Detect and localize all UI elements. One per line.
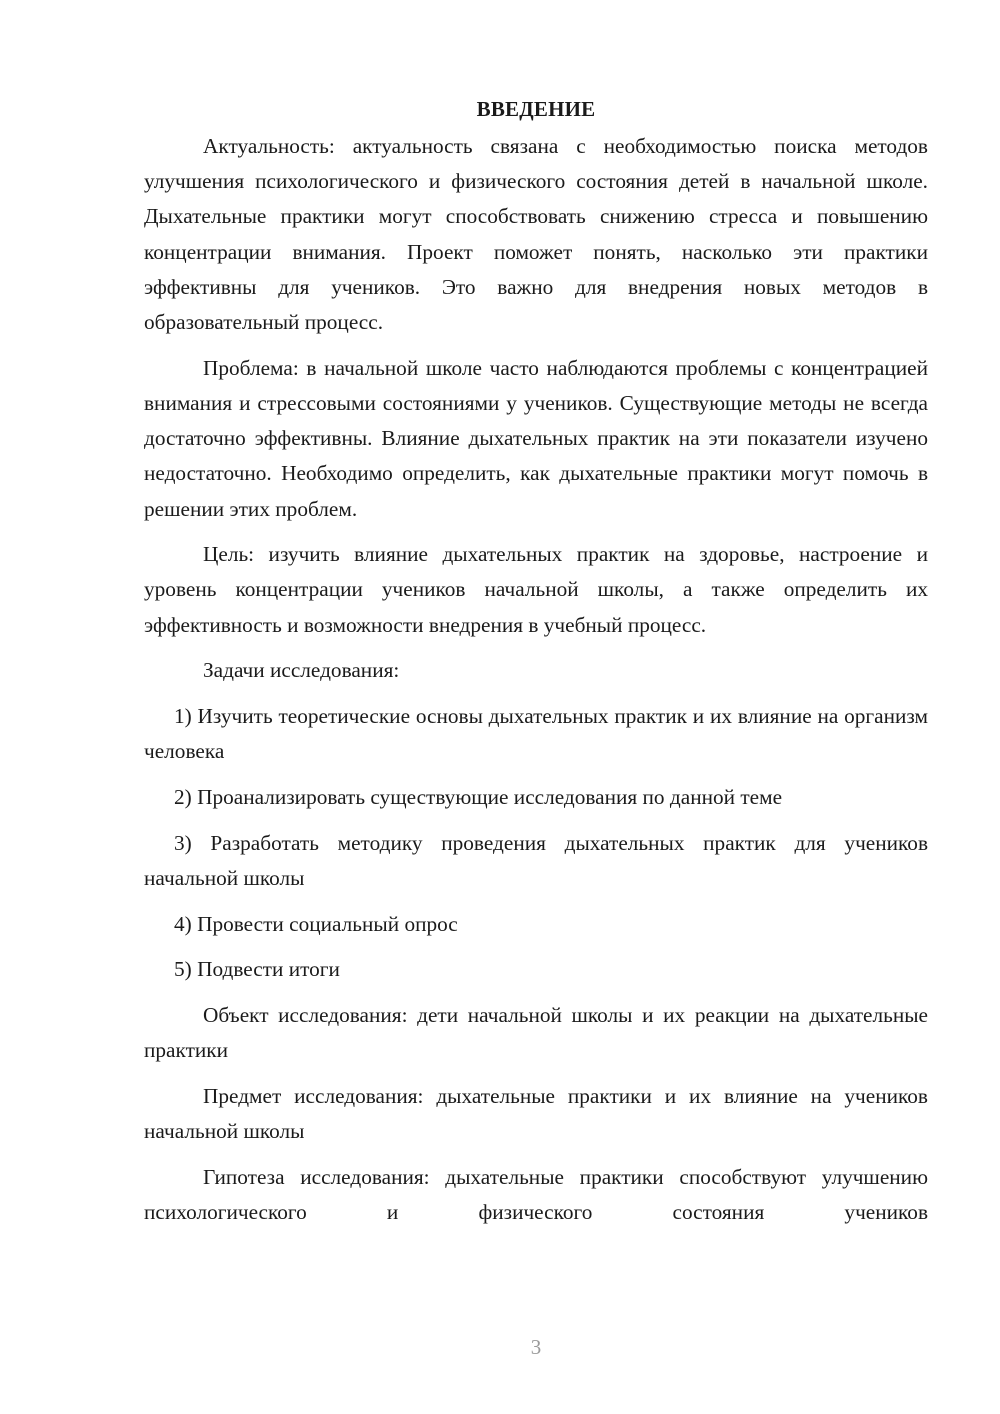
hypothesis-paragraph: Гипотеза исследования: дыхательные практики способствуют улучшению психологического и физического состояния учеников — [144, 1164, 928, 1224]
relevance-paragraph: Актуальность: актуальность связана с необходимостью поиска методов улучшения психологического и физического состояния детей в начальной школе. Дыхательные практики могут способствовать снижению стресса и повышению концентрации внимания. Проект поможет понять, насколько эти практики эффективны для учеников. Это важно для внедрения новых методов в образовательный процесс. — [144, 134, 928, 335]
task-item-5: 5) Подвести итоги — [174, 957, 340, 982]
section-title: ВВЕДЕНИЕ — [476, 97, 596, 121]
task-item-4: 4) Провести социальный опрос — [174, 911, 458, 936]
tasks-heading: Задачи исследования: — [203, 658, 400, 683]
task-item-1: 1) Изучить теоретические основы дыхательных практик и их влияние на организм человека — [144, 704, 928, 764]
document-page — [144, 92, 928, 1241]
task-item-3: 3) Разработать методику проведения дыхательных практик для учеников начальной школы — [144, 830, 928, 890]
problem-paragraph: Проблема: в начальной школе часто наблюдаются проблемы с концентрацией внимания и стрессовыми состояниями у учеников. Существующие методы не всегда достаточно эффективны. Влияние дыхательных практик на эти показатели изучено недостаточно. Необходимо определить, как дыхательные практики могут помочь в решении этих проблем. — [144, 355, 928, 521]
page-number: 3 — [530, 1335, 542, 1359]
goal-paragraph: Цель: изучить влияние дыхательных практик на здоровье, настроение и уровень концентрации учеников начальной школы, а также определить их эффективность и возможности внедрения в учебный процесс. — [144, 542, 928, 637]
subject-paragraph: Предмет исследования: дыхательные практики и их влияние на учеников начальной школы — [144, 1083, 928, 1144]
object-paragraph: Объект исследования: дети начальной школы и их реакции на дыхательные практики — [144, 1002, 928, 1063]
task-item-2: 2) Проанализировать существующие исследования по данной теме — [174, 784, 783, 809]
